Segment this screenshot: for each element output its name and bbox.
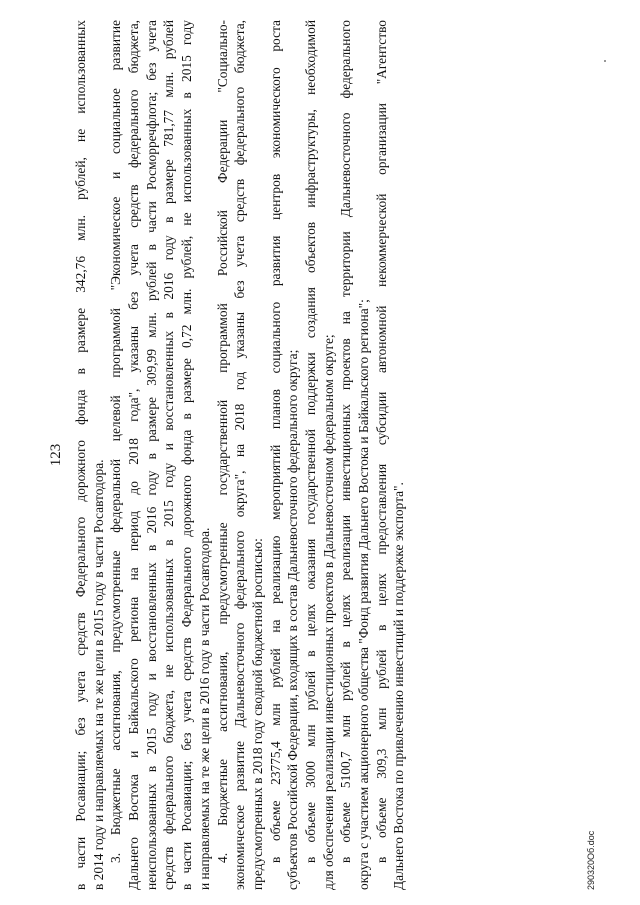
text-line: экономическое развитие Дальневосточного федерального округа", на 2018 год указаны без учета средств федерального бюджета, bbox=[232, 20, 248, 890]
text-line: округа с участием акционерного общества "Фонд развития Дальнего Востока и Байкальского региона"; bbox=[356, 299, 371, 890]
text-line: субъектов Российской Федерации, входящих в состав Дальневосточного федерального округа; bbox=[285, 349, 301, 890]
page-number: 123 bbox=[48, 443, 64, 467]
text-line: средств федерального бюджета, не использованных в 2015 году и восстановленных в 2016 году в размере 781,77 млн. рублей bbox=[161, 20, 177, 890]
text-line: неиспользованных в 2015 году и восстановленных в 2016 году в размере 309,99 млн. рублей в части Росморречфлота; без учета bbox=[143, 20, 159, 890]
text-line: и направляемых на те же цели в 2016 году в части Росавтодора. bbox=[196, 527, 212, 890]
text-line: предусмотренных в 2018 году сводной бюджетной росписью: bbox=[249, 538, 265, 890]
text-line: в объеме 23775,4 млн рублей на реализацию мероприятий планов социального развития центров экономического роста bbox=[267, 20, 283, 863]
text-line: в объеме 3000 млн рублей в целях оказания государственной поддержки создания объектов инфраструктуры, необходимой bbox=[302, 20, 318, 863]
text-line: в части Росавиации; без учета средств Федерального дорожного фонда в размере 342,76 млн. рублей, не использованных bbox=[73, 20, 88, 890]
text-line: в части Росавиации; без учета средств Федерального дорожного фонда в размере 0,72 млн. рублей, не использованных в 2015 году bbox=[179, 20, 195, 890]
rotated-document-page bbox=[48, 20, 608, 890]
text-line: 4. Бюджетные ассигнования, предусмотренные государственной программой Российской Федерации "Социально- bbox=[214, 20, 230, 863]
document-file-id: 290320Об.doc bbox=[586, 830, 596, 890]
text-line: в объеме 309,3 млн рублей в целях предоставления субсидии автономной некоммерческой организации "Агентство bbox=[373, 20, 389, 863]
text-line: в объеме 5100,7 млн рублей в целях реализации инвестиционных проектов на территории Дальневосточного федерального bbox=[338, 20, 354, 863]
text-line: Дальнего Востока по привлечению инвестиций и поддержке экспорта". bbox=[391, 482, 407, 890]
text-line: Дальнего Востока и Байкальского региона на период до 2018 года", указаны без учета средств федерального бюджета, bbox=[126, 20, 142, 890]
text-line: для обеспечения реализации инвестиционных проектов в Дальневосточном федеральном округе; bbox=[320, 334, 336, 890]
text-line: в 2014 году и направляемых на те же цели в 2015 году в части Росавтодора. bbox=[90, 459, 106, 890]
text-line: 3. Бюджетные ассигнования, предусмотренные федеральной целевой программой "Экономическое и социальное развитие bbox=[108, 20, 124, 863]
document-body bbox=[72, 20, 408, 890]
